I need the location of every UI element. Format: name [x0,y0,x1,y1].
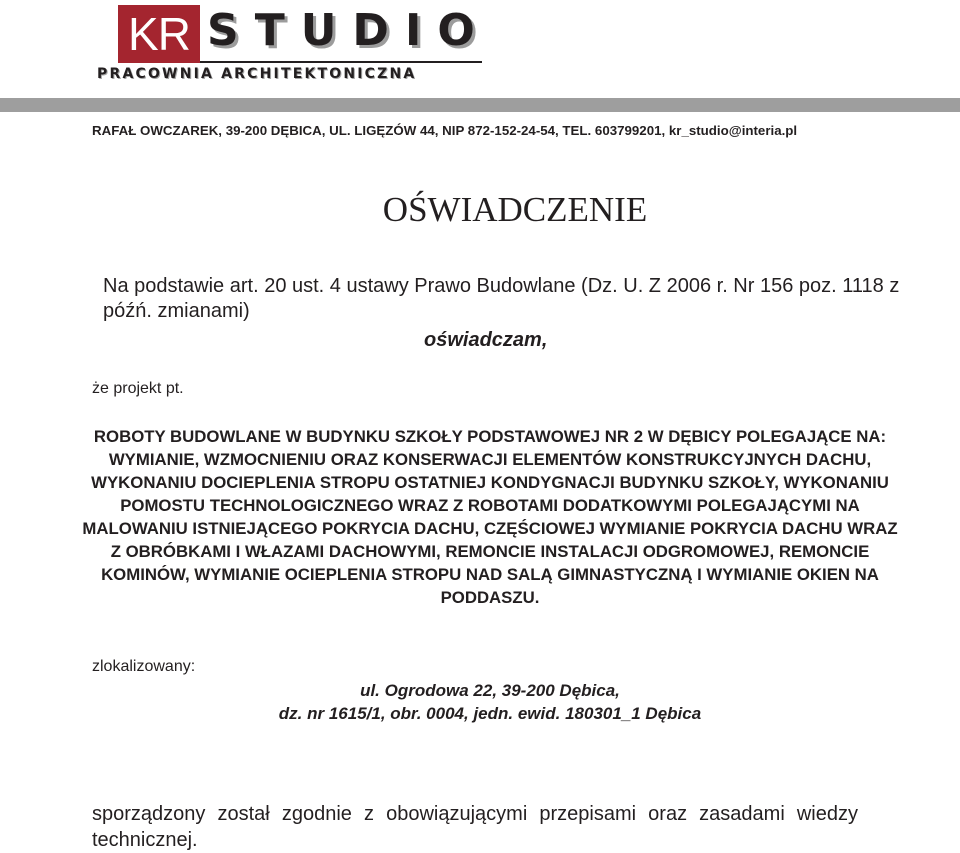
document-title: OŚWIADCZENIE [382,190,648,229]
project-address [230,679,750,725]
declaration-text: oświadczam, [424,329,548,351]
address-line-parcel: dz. nr 1615/1, obr. 0004, jedn. ewid. 180301_1 Dębica [278,704,702,723]
header-band [0,98,960,112]
project-title: ROBOTY BUDOWLANE W BUDYNKU SZKOŁY PODSTAWOWEJ NR 2 W DĘBICY POLEGAJĄCE NA: WYMIANIE, WZMOCNIENIU ORAZ KONSERWACJI ELEMENTÓW KONSTRUKCYJNYCH DACHU, WYKONANIU DOCIEPLENIA STROPU OSTATNIEJ KONDYGNACJI BUDYNKU SZKOŁY, WYKONANIU POMOSTU TECHNOLOGICZNEGO WRAZ Z ROBOTAMI DODATKOWYMI POLEGAJĄCYMI NA MALOWANIU ISTNIEJĄCEGO POKRYCIA DACHU, CZĘŚCIOWEJ WYMIANIE POKRYCIA DACHU WRAZ Z OBRÓBKAMI I WŁAZAMI DACHOWYMI, REMONCIE INSTALACJI ODGROMOWEJ, REMONCIE KOMINÓW, WYMIANIE OCIEPLENIA STROPU NAD SALĄ GIMNASTYCZNĄ I WYMIANIE OKIEN NA PODDASZU. [82,427,898,607]
logo-divider [200,61,482,63]
compliance-statement: sporządzony został zgodnie z obowiązującymi przepisami oraz zasadami wiedzy technicznej. [92,803,858,851]
logo-studio-wordmark: STUDIO [207,5,491,56]
project-lead-text: że projekt pt. [92,380,184,397]
address-line-street: ul. Ogrodowa 22, 39-200 Dębica, [360,681,620,700]
location-lead-text: zlokalizowany: [92,658,196,675]
logo-subtitle: PRACOWNIA ARCHITEKTONICZNA [97,66,417,82]
legal-basis-text: Na podstawie art. 20 ust. 4 ustawy Prawo Budowlane (Dz. U. Z 2006 r. Nr 156 poz. 1118 z późń. zmianami) [103,275,900,322]
contact-line: RAFAŁ OWCZAREK, 39-200 DĘBICA, UL. LIGĘZÓW 44, NIP 872-152-24-54, TEL. 603799201, kr_studio@interia.pl [92,123,798,138]
logo-kr-mark: KR [118,5,200,63]
